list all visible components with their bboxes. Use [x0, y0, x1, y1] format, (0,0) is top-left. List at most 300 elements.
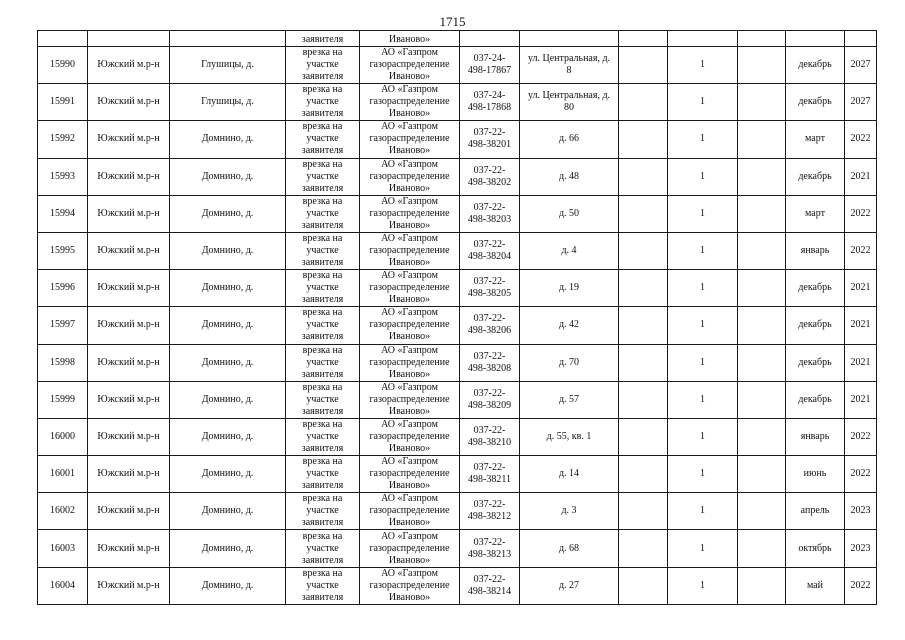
cell-num: 16002 — [38, 493, 88, 530]
cell-num: 15993 — [38, 158, 88, 195]
cell-month: декабрь — [786, 381, 845, 418]
cell-work-line: врезка на — [302, 47, 343, 59]
cell-org — [360, 84, 460, 121]
cell-month: январь — [786, 418, 845, 455]
cell-address-line: д. 3 — [561, 505, 577, 517]
cell-org-line: Иваново» — [388, 442, 431, 454]
cell-empty-b — [738, 418, 786, 455]
cell-org-line: Иваново» — [388, 331, 431, 343]
cell-empty-a — [619, 195, 668, 232]
cell-empty-a — [619, 567, 668, 604]
cell-org-line: Иваново» — [388, 554, 431, 566]
cell-empty-b — [738, 270, 786, 307]
cell-work-line: врезка на — [302, 84, 343, 96]
cell-org-line: газораспределение — [369, 207, 450, 219]
cell-code — [460, 344, 520, 381]
cell-locality: Домнино, д. — [170, 121, 286, 158]
cell-work-line: участке — [306, 59, 339, 71]
table-row — [38, 121, 877, 158]
cell-org-line: АО «Газпром — [381, 418, 438, 430]
cell-num: 15998 — [38, 344, 88, 381]
cell-work-line: заявителя — [301, 554, 344, 566]
cell-month: декабрь — [786, 47, 845, 84]
cell-work — [286, 158, 360, 195]
cell-org — [360, 456, 460, 493]
cell-address — [520, 121, 619, 158]
cell-address — [520, 232, 619, 269]
cell-work-line: участке — [306, 170, 339, 182]
cell-count: 1 — [668, 493, 738, 530]
cell-month: декабрь — [786, 158, 845, 195]
cell-address-line: д. 19 — [558, 282, 580, 294]
cell-empty-b — [738, 121, 786, 158]
cell-year: 2022 — [845, 121, 877, 158]
cell-num: 15997 — [38, 307, 88, 344]
cell-org-line: АО «Газпром — [381, 567, 438, 579]
cell-month: январь — [786, 232, 845, 269]
cell-empty-a — [619, 493, 668, 530]
cell-code — [460, 121, 520, 158]
cell-address-line: 8 — [566, 65, 572, 77]
cell-month: октябрь — [786, 530, 845, 567]
cell-org-line: Иваново» — [388, 517, 431, 529]
cell-work-line: врезка на — [302, 344, 343, 356]
cell-locality — [170, 31, 286, 47]
cell-empty-b — [738, 567, 786, 604]
cell-work-line: участке — [306, 505, 339, 517]
cell-org-line: газораспределение — [369, 282, 450, 294]
cell-count: 1 — [668, 344, 738, 381]
cell-locality: Домнино, д. — [170, 232, 286, 269]
cell-code-line: 037-22- — [473, 536, 506, 548]
cell-address — [520, 195, 619, 232]
cell-num: 16004 — [38, 567, 88, 604]
cell-org-line: газораспределение — [369, 542, 450, 554]
cell-org-line: АО «Газпром — [381, 493, 438, 505]
cell-district: Южский м.р-н — [88, 121, 170, 158]
cell-empty-a — [619, 232, 668, 269]
cell-code-line: 037-24- — [473, 90, 506, 102]
cell-num: 15992 — [38, 121, 88, 158]
cell-num: 16001 — [38, 456, 88, 493]
cell-address-line: д. 50 — [558, 207, 580, 219]
cell-work-line: врезка на — [302, 121, 343, 133]
cell-code-line: 498-38211 — [468, 474, 511, 486]
cell-org — [360, 195, 460, 232]
cell-work — [286, 418, 360, 455]
cell-code — [460, 493, 520, 530]
cell-code — [460, 31, 520, 47]
cell-num: 16003 — [38, 530, 88, 567]
cell-address-line: д. 27 — [558, 579, 580, 591]
cell-org — [360, 381, 460, 418]
cell-year: 2022 — [845, 232, 877, 269]
cell-empty-a — [619, 31, 668, 47]
cell-locality: Домнино, д. — [170, 493, 286, 530]
cell-org-line: АО «Газпром — [381, 47, 438, 59]
cell-work — [286, 195, 360, 232]
table-row — [38, 530, 877, 567]
cell-org-line: Иваново» — [388, 294, 431, 306]
cell-count: 1 — [668, 418, 738, 455]
cell-org-line: АО «Газпром — [381, 307, 438, 319]
cell-org: Иваново» — [360, 31, 460, 47]
cell-work-line: заявителя — [301, 108, 344, 120]
cell-address-line: д. 57 — [558, 393, 580, 405]
cell-org — [360, 158, 460, 195]
cell-org-line: газораспределение — [369, 133, 450, 145]
cell-empty-b — [738, 195, 786, 232]
cell-address — [520, 344, 619, 381]
cell-org-line: АО «Газпром — [381, 456, 438, 468]
cell-work-line: заявителя — [301, 145, 344, 157]
cell-address — [520, 530, 619, 567]
cell-work — [286, 307, 360, 344]
cell-month: март — [786, 121, 845, 158]
cell-org — [360, 47, 460, 84]
cell-code-line: 037-22- — [473, 239, 506, 251]
cell-work-line: участке — [306, 245, 339, 257]
cell-locality: Глушицы, д. — [170, 84, 286, 121]
cell-locality: Домнино, д. — [170, 567, 286, 604]
cell-code-line: 037-22- — [473, 350, 506, 362]
table-row — [38, 158, 877, 195]
cell-org-line: газораспределение — [369, 96, 450, 108]
cell-org — [360, 344, 460, 381]
cell-num: 15990 — [38, 47, 88, 84]
cell-num: 15991 — [38, 84, 88, 121]
cell-code-line: 037-22- — [473, 424, 506, 436]
cell-address — [520, 84, 619, 121]
cell-locality: Домнино, д. — [170, 530, 286, 567]
cell-address-line: д. 55, кв. 1 — [546, 430, 592, 442]
cell-num: 16000 — [38, 418, 88, 455]
cell-org-line: Иваново» — [388, 71, 431, 83]
cell-org-line: газораспределение — [369, 579, 450, 591]
cell-work-line: участке — [306, 96, 339, 108]
cell-work-line: участке — [306, 133, 339, 145]
cell-code-line: 037-22- — [473, 127, 506, 139]
cell-work-line: врезка на — [302, 530, 343, 542]
cell-work-line: заявителя — [301, 591, 344, 603]
cell-locality: Домнино, д. — [170, 381, 286, 418]
cell-address-line: д. 48 — [558, 170, 580, 182]
cell-locality: Домнино, д. — [170, 158, 286, 195]
cell-work-line: участке — [306, 430, 339, 442]
cell-work-line: участке — [306, 319, 339, 331]
cell-count: 1 — [668, 456, 738, 493]
cell-num: 15995 — [38, 232, 88, 269]
cell-code-line: 037-22- — [473, 387, 506, 399]
cell-district: Южский м.р-н — [88, 307, 170, 344]
cell-org-line: АО «Газпром — [381, 233, 438, 245]
cell-code-line: 037-22- — [473, 276, 506, 288]
cell-address — [520, 47, 619, 84]
cell-address-line: д. 70 — [558, 356, 580, 368]
cell-work — [286, 493, 360, 530]
cell-code — [460, 232, 520, 269]
cell-month: апрель — [786, 493, 845, 530]
cell-org-line: АО «Газпром — [381, 344, 438, 356]
table-row — [38, 344, 877, 381]
cell-locality: Домнино, д. — [170, 344, 286, 381]
cell-district: Южский м.р-н — [88, 381, 170, 418]
cell-empty-a — [619, 344, 668, 381]
cell-org — [360, 232, 460, 269]
cell-num: 15994 — [38, 195, 88, 232]
cell-district: Южский м.р-н — [88, 158, 170, 195]
cell-work-line: заявителя — [301, 331, 344, 343]
cell-code — [460, 381, 520, 418]
cell-empty-a — [619, 381, 668, 418]
cell-empty-b — [738, 158, 786, 195]
cell-org-line: газораспределение — [369, 59, 450, 71]
table-row — [38, 307, 877, 344]
cell-empty-b — [738, 456, 786, 493]
cell-code-line: 498-38201 — [467, 139, 512, 151]
cell-address — [520, 567, 619, 604]
cell-address-line: ул. Центральная, д. — [527, 90, 611, 102]
cell-locality: Глушицы, д. — [170, 47, 286, 84]
registry-table — [37, 30, 877, 605]
cell-address-line: ул. Центральная, д. — [527, 53, 611, 65]
cell-org — [360, 493, 460, 530]
cell-code-line: 498-38209 — [467, 399, 512, 411]
cell-work-line: врезка на — [302, 195, 343, 207]
table-row — [38, 418, 877, 455]
cell-work-line: врезка на — [302, 307, 343, 319]
cell-work-line: участке — [306, 356, 339, 368]
cell-count: 1 — [668, 84, 738, 121]
cell-code-line: 037-22- — [473, 164, 506, 176]
cell-org-line: газораспределение — [369, 356, 450, 368]
cell-org-line: газораспределение — [369, 430, 450, 442]
cell-count — [668, 31, 738, 47]
cell-month: март — [786, 195, 845, 232]
table-row — [38, 195, 877, 232]
cell-month: май — [786, 567, 845, 604]
cell-num: 15996 — [38, 270, 88, 307]
cell-work: заявителя — [286, 31, 360, 47]
cell-code-line: 498-38208 — [467, 362, 512, 374]
cell-empty-a — [619, 418, 668, 455]
cell-work — [286, 456, 360, 493]
cell-work — [286, 530, 360, 567]
cell-work — [286, 270, 360, 307]
cell-district: Южский м.р-н — [88, 270, 170, 307]
cell-district: Южский м.р-н — [88, 493, 170, 530]
cell-code — [460, 456, 520, 493]
cell-district: Южский м.р-н — [88, 567, 170, 604]
cell-org-line: АО «Газпром — [381, 158, 438, 170]
cell-year — [845, 31, 877, 47]
cell-empty-a — [619, 158, 668, 195]
cell-empty-a — [619, 456, 668, 493]
cell-org-line: Иваново» — [388, 591, 431, 603]
table-row-continued — [38, 31, 877, 47]
cell-work-line: участке — [306, 542, 339, 554]
table-row — [38, 567, 877, 604]
cell-address — [520, 307, 619, 344]
cell-month: декабрь — [786, 84, 845, 121]
cell-empty-b — [738, 493, 786, 530]
cell-org-line: газораспределение — [369, 505, 450, 517]
table-body — [38, 31, 877, 605]
cell-work-line: врезка на — [302, 381, 343, 393]
cell-district: Южский м.р-н — [88, 195, 170, 232]
cell-district — [88, 31, 170, 47]
cell-code — [460, 270, 520, 307]
cell-org-line: АО «Газпром — [381, 195, 438, 207]
cell-code-line: 498-38203 — [467, 213, 512, 225]
table-row — [38, 232, 877, 269]
cell-work-line: заявителя — [301, 480, 344, 492]
cell-empty-a — [619, 121, 668, 158]
cell-code-line: 498-17868 — [467, 102, 512, 114]
cell-code-line: 498-38206 — [467, 325, 512, 337]
cell-count: 1 — [668, 121, 738, 158]
cell-empty-b — [738, 47, 786, 84]
cell-work — [286, 232, 360, 269]
cell-code-line: 037-24- — [473, 53, 506, 65]
cell-work — [286, 567, 360, 604]
cell-year: 2023 — [845, 493, 877, 530]
cell-org-line: АО «Газпром — [381, 530, 438, 542]
table-row — [38, 47, 877, 84]
cell-work-line: врезка на — [302, 493, 343, 505]
cell-district: Южский м.р-н — [88, 84, 170, 121]
cell-work — [286, 381, 360, 418]
cell-month — [786, 31, 845, 47]
cell-org-line: Иваново» — [388, 405, 431, 417]
cell-year: 2027 — [845, 47, 877, 84]
cell-year: 2021 — [845, 158, 877, 195]
cell-work-line: заявителя — [301, 182, 344, 194]
cell-work-line: заявителя — [301, 257, 344, 269]
cell-org-line: Иваново» — [388, 108, 431, 120]
cell-org-line: Иваново» — [388, 368, 431, 380]
cell-code — [460, 530, 520, 567]
cell-work-line: участке — [306, 207, 339, 219]
cell-empty-b — [738, 530, 786, 567]
cell-year: 2022 — [845, 456, 877, 493]
cell-code-line: 498-38204 — [467, 251, 512, 263]
cell-locality: Домнино, д. — [170, 418, 286, 455]
cell-work-line: врезка на — [302, 270, 343, 282]
cell-address-line: д. 42 — [558, 319, 580, 331]
cell-year: 2021 — [845, 307, 877, 344]
cell-district: Южский м.р-н — [88, 344, 170, 381]
cell-count: 1 — [668, 195, 738, 232]
cell-code-line: 037-22- — [473, 499, 506, 511]
cell-count: 1 — [668, 567, 738, 604]
cell-org — [360, 121, 460, 158]
cell-code — [460, 567, 520, 604]
cell-year: 2021 — [845, 270, 877, 307]
cell-num: 15999 — [38, 381, 88, 418]
cell-work-line: врезка на — [302, 418, 343, 430]
cell-district: Южский м.р-н — [88, 47, 170, 84]
cell-org — [360, 530, 460, 567]
cell-work-line: заявителя — [301, 219, 344, 231]
cell-address — [520, 418, 619, 455]
cell-address-line: д. 68 — [558, 542, 580, 554]
cell-empty-b — [738, 344, 786, 381]
cell-work — [286, 121, 360, 158]
cell-org-line: газораспределение — [369, 319, 450, 331]
cell-empty-b — [738, 307, 786, 344]
cell-org-line: газораспределение — [369, 468, 450, 480]
cell-empty-b — [738, 84, 786, 121]
cell-code — [460, 195, 520, 232]
cell-empty-b — [738, 381, 786, 418]
cell-address-line: д. 14 — [558, 468, 580, 480]
cell-work-line: врезка на — [302, 456, 343, 468]
cell-count: 1 — [668, 270, 738, 307]
cell-code-line: 037-22- — [473, 313, 506, 325]
cell-work-line: заявителя — [301, 442, 344, 454]
cell-code-line: 498-38205 — [467, 288, 512, 300]
cell-month: декабрь — [786, 307, 845, 344]
cell-empty-a — [619, 270, 668, 307]
cell-month: декабрь — [786, 344, 845, 381]
cell-locality: Домнино, д. — [170, 456, 286, 493]
cell-year: 2021 — [845, 381, 877, 418]
cell-code-line: 037-22- — [473, 573, 506, 585]
cell-address — [520, 31, 619, 47]
cell-address-line: д. 4 — [561, 245, 577, 257]
cell-locality: Домнино, д. — [170, 270, 286, 307]
cell-year: 2023 — [845, 530, 877, 567]
cell-work-line: врезка на — [302, 158, 343, 170]
cell-org-line: Иваново» — [388, 219, 431, 231]
cell-address — [520, 381, 619, 418]
cell-address — [520, 270, 619, 307]
page-number: 1715 — [439, 14, 466, 29]
cell-district: Южский м.р-н — [88, 530, 170, 567]
cell-org-line: АО «Газпром — [381, 121, 438, 133]
cell-locality: Домнино, д. — [170, 307, 286, 344]
cell-district: Южский м.р-н — [88, 418, 170, 455]
cell-empty-a — [619, 47, 668, 84]
cell-code — [460, 158, 520, 195]
cell-year: 2022 — [845, 195, 877, 232]
cell-empty-b — [738, 232, 786, 269]
cell-org-line: Иваново» — [388, 145, 431, 157]
cell-org-line: газораспределение — [369, 393, 450, 405]
table-row — [38, 493, 877, 530]
cell-work-line: заявителя — [301, 405, 344, 417]
cell-year: 2022 — [845, 418, 877, 455]
cell-org — [360, 307, 460, 344]
cell-count: 1 — [668, 158, 738, 195]
cell-year: 2027 — [845, 84, 877, 121]
cell-code — [460, 47, 520, 84]
cell-work-line: участке — [306, 579, 339, 591]
cell-org — [360, 270, 460, 307]
cell-work-line: врезка на — [302, 233, 343, 245]
cell-empty-a — [619, 84, 668, 121]
cell-org-line: АО «Газпром — [381, 84, 438, 96]
cell-code — [460, 84, 520, 121]
cell-org-line: газораспределение — [369, 245, 450, 257]
table-row — [38, 84, 877, 121]
table-row — [38, 456, 877, 493]
cell-year: 2022 — [845, 567, 877, 604]
cell-code-line: 498-38214 — [467, 585, 512, 597]
cell-code — [460, 418, 520, 455]
cell-address — [520, 456, 619, 493]
